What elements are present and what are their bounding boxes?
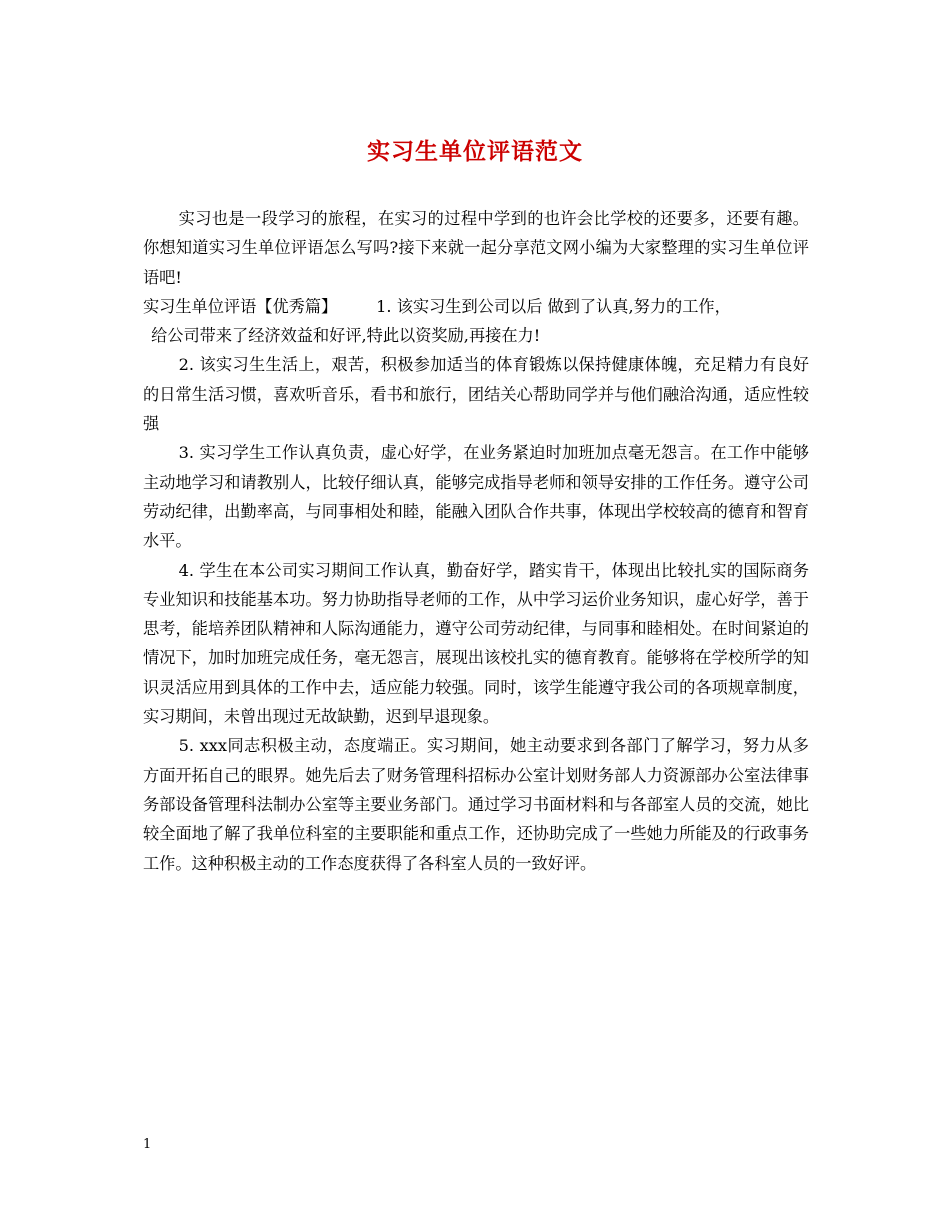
intro-paragraph: 实习也是一段学习的旅程，在实习的过程中学到的也许会比学校的还要多，还要有趣。你想知道实习生单位评语怎么写吗?接下来就一起分享范文网小编为大家整理的实习生单位评语吧!	[143, 209, 809, 287]
item-4-paragraph: 4. 学生在本公司实习期间工作认真，勤奋好学，踏实肯干，体现出比较扎实的国际商务专业知识和技能基本功。努力协助指导老师的工作，从中学习运价业务知识，虚心好学，善于思考，能培养团队精神和人际沟通能力，遵守公司劳动纪律，与同事和睦相处。在时间紧迫的情况下，加时加班完成任务，毫无怨言，展现出该校扎实的德育教育。能够将在学校所学的知识灵活应用到具体的工作中去，适应能力较强。同时，该学生能遵守我公司的各项规章制度，实习期间，未曾出现过无故缺勤，迟到早退现象。	[143, 560, 809, 727]
page-number: 1	[143, 1137, 152, 1152]
section-heading-line	[143, 292, 809, 321]
item-3-paragraph: 3. 实习学生工作认真负责，虚心好学，在业务紧迫时加班加点毫无怨言。在工作中能够主动地学习和请教别人，比较仔细认真，能够完成指导老师和领导安排的工作任务。遵守公司劳动纪律，出勤率高，与同事相处和睦，能融入团队合作共事，体现出学校较高的德育和智育水平。	[143, 443, 809, 551]
item-1-first-line: 1. 该实习生到公司以后 做到了认真,努力的工作，	[376, 296, 731, 316]
document-title: 实习生单位评语范文	[367, 138, 583, 165]
section-heading: 实习生单位评语【优秀篇】	[143, 296, 338, 316]
document-body	[143, 204, 809, 878]
item-2-paragraph: 2. 该实习生生活上，艰苦，积极参加适当的体育锻炼以保持健康体魄，充足精力有良好的日常生活习惯，喜欢听音乐，看书和旅行，团结关心帮助同学并与他们融洽沟通，适应性较强	[143, 355, 809, 434]
item-1-continuation: 给公司带来了经济效益和好评,特此以资奖励,再接在力!	[151, 326, 541, 346]
item-5-paragraph: 5. xxx同志积极主动，态度端正。实习期间，她主动要求到各部门了解学习，努力从多方面开拓自己的眼界。她先后去了财务管理科招标办公室计划财务部人力资源部办公室法律事务部设备管理科法制办公室等主要业务部门。通过学习书面材料和与各部室人员的交流，她比较全面地了解了我单位科室的主要职能和重点工作，还协助完成了一些她力所能及的行政事务工作。这种积极主动的工作态度获得了各科室人员的一致好评。	[143, 736, 809, 873]
